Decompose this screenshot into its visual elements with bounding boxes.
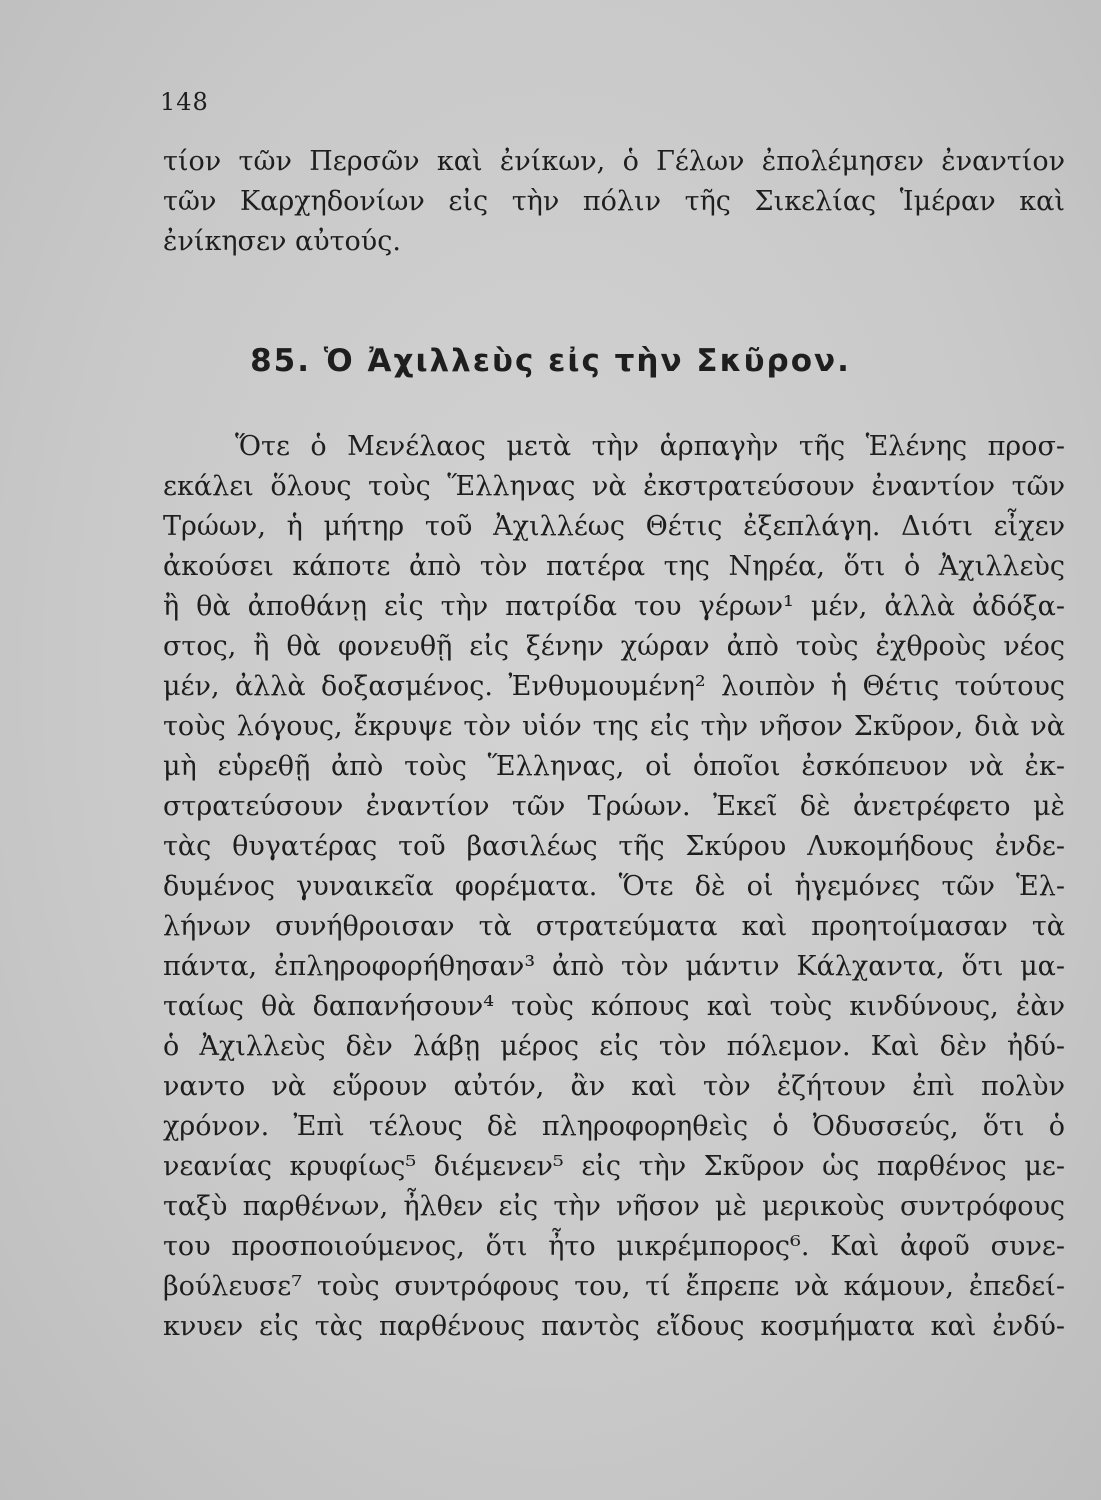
body-line: μέν, ἀλλὰ δοξασμένος. Ἐνθυμουμένη² λοιπὸν ἡ Θέτις τούτους [163,671,1065,702]
intro-line: ἐνίκησεν αὐτούς. [163,226,401,257]
page-number: 148 [160,88,209,116]
body-line: ἀκούσει κάποτε ἀπὸ τὸν πατέρα της Νηρέα, ὅτι ὁ Ἀχιλλεὺς [163,551,1065,582]
body-line: εκάλει ὅλους τοὺς Ἕλληνας νὰ ἐκστρατεύσουν ἐναντίον τῶν [163,471,1065,502]
body-line: πάντα, ἐπληροφορήθησαν³ ἀπὸ τὸν μάντιν Κάλχαντα, ὅτι μα- [163,951,1065,982]
body-line: ὁ Ἀχιλλεὺς δὲν λάβῃ μέρος εἰς τὸν πόλεμον. Καὶ δὲν ἠδύ- [163,1031,1065,1062]
body-line: ταξὺ παρθένων, ἦλθεν εἰς τὴν νῆσον μὲ μερικοὺς συντρόφους [163,1191,1065,1222]
body-line: βούλευσε⁷ τοὺς συντρόφους του, τί ἔπρεπε νὰ κάμουν, ἐπεδεί- [163,1271,1065,1302]
body-line: στος, ἢ θὰ φονευθῇ εἰς ξένην χώραν ἀπὸ τοὺς ἐχθροὺς νέος [163,631,1065,662]
body-line: τοὺς λόγους, ἔκρυψε τὸν υἱόν της εἰς τὴν νῆσον Σκῦρον, διὰ νὰ [163,711,1065,742]
body-line: λήνων συνήθροισαν τὰ στρατεύματα καὶ προητοίμασαν τὰ [163,911,1065,942]
body-line: χρόνον. Ἐπὶ τέλους δὲ πληροφορηθεὶς ὁ Ὀδυσσεύς, ὅτι ὁ [163,1111,1065,1142]
body-line: δυμένος γυναικεῖα φορέματα. Ὅτε δὲ οἱ ἡγεμόνες τῶν Ἑλ- [163,871,1065,902]
body-line: Ὅτε ὁ Μενέλαος μετὰ τὴν ἁρπαγὴν τῆς Ἑλένης προσ- [235,431,1065,462]
body-line: στρατεύσουν ἐναντίον τῶν Τρώων. Ἐκεῖ δὲ ἀνετρέφετο μὲ [163,791,1065,822]
body-line: νεανίας κρυφίως⁵ διέμενεν⁵ εἰς τὴν Σκῦρον ὡς παρθένος με- [163,1151,1065,1182]
body-line: τὰς θυγατέρας τοῦ βασιλέως τῆς Σκύρου Λυκομήδους ἐνδε- [163,831,1065,862]
body-line: μὴ εὑρεθῇ ἀπὸ τοὺς Ἕλληνας, οἱ ὁποῖοι ἐσκόπευον νὰ ἐκ- [163,751,1065,782]
section-heading: 85. Ὁ Ἀχιλλεὺς εἰς τὴν Σκῦρον. [250,343,851,379]
body-line: ἢ θὰ ἀποθάνῃ εἰς τὴν πατρίδα του γέρων¹ μέν, ἀλλὰ ἀδόξα- [163,591,1065,622]
body-line: του προσποιούμενος, ὅτι ἦτο μικρέμπορος⁶. Καὶ ἀφοῦ συνε- [163,1231,1065,1262]
body-line: ναντο νὰ εὕρουν αὐτόν, ἂν καὶ τὸν ἐζήτουν ἐπὶ πολὺν [163,1071,1065,1102]
intro-line: τῶν Καρχηδονίων εἰς τὴν πόλιν τῆς Σικελίας Ἱμέραν καὶ [163,186,1065,217]
body-line: κνυεν εἰς τὰς παρθένους παντὸς εἴδους κοσμήματα καὶ ἐνδύ- [163,1311,1065,1342]
intro-line: τίον τῶν Περσῶν καὶ ἐνίκων, ὁ Γέλων ἐπολέμησεν ἐναντίον [163,146,1065,177]
body-line: Τρώων, ἡ μήτηρ τοῦ Ἀχιλλέως Θέτις ἐξεπλάγη. Διότι εἶχεν [163,511,1065,542]
body-line: ταίως θὰ δαπανήσουν⁴ τοὺς κόπους καὶ τοὺς κινδύνους, ἐὰν [163,991,1065,1022]
